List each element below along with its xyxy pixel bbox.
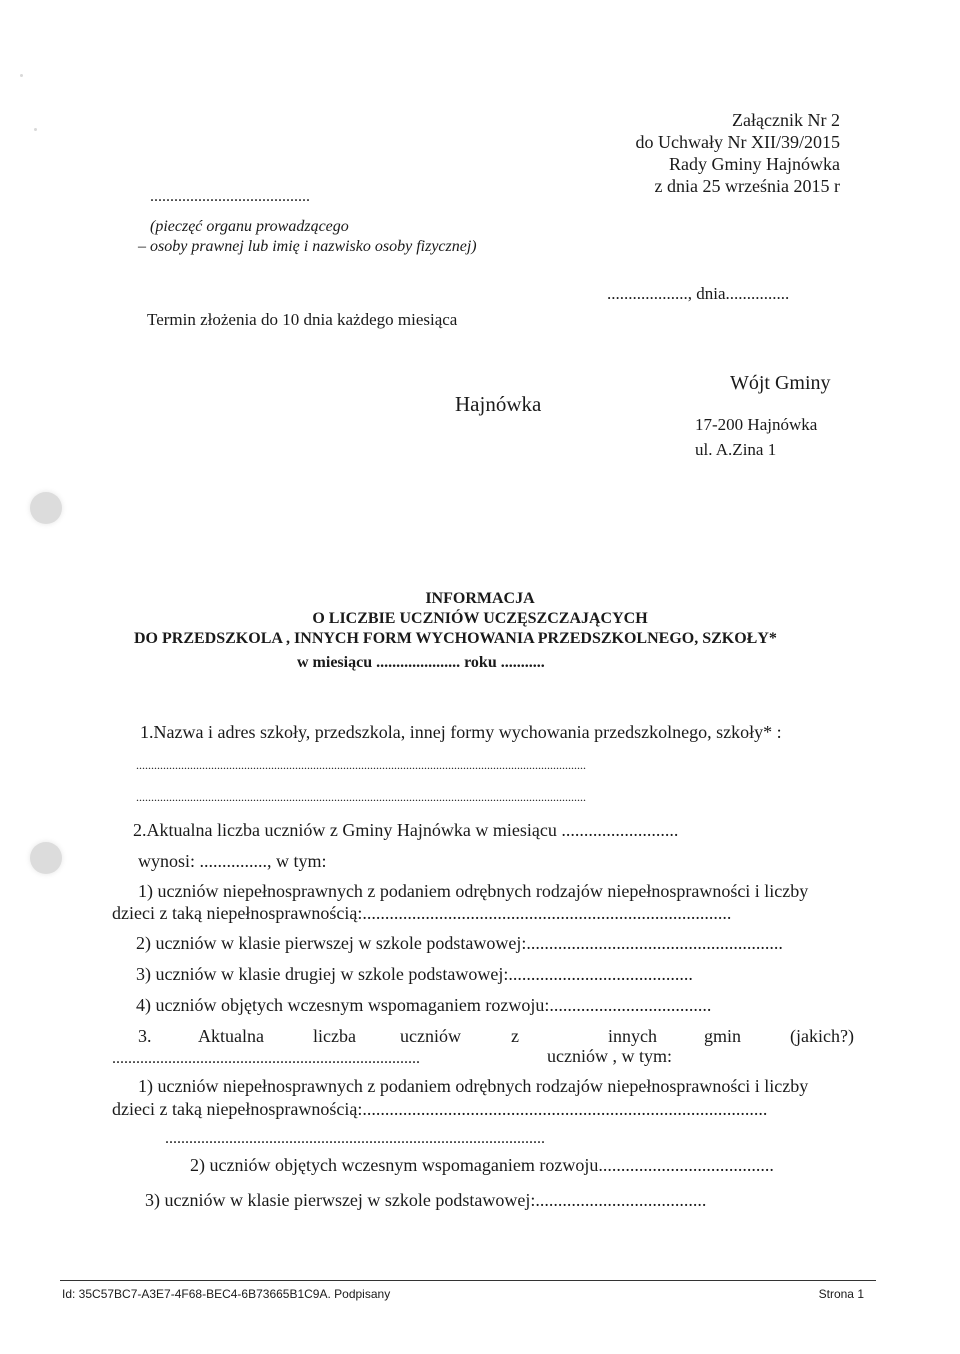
stamp-dots: ........................................	[150, 188, 310, 205]
doc-heading-1: INFORMACJA	[425, 590, 535, 607]
attachment-line: z dnia 25 września 2015 r	[654, 176, 840, 196]
attachment-line: do Uchwały Nr XII/39/2015	[635, 132, 840, 152]
section3-item-3: 3) uczniów w klasie pierwszej w szkole podstawowej:......................................	[145, 1190, 707, 1210]
doc-heading-4: w miesiącu ..................... roku ...........	[297, 654, 545, 671]
section3-word: (jakich?)	[790, 1026, 854, 1046]
section2-label: 2.Aktualna liczba uczniów z Gminy Hajnówka w miesiącu ..........................	[133, 820, 679, 840]
section2-item-3: 3) uczniów w klasie drugiej w szkole podstawowej:.........................................	[136, 964, 693, 984]
section1-label: 1.Nazwa i adres szkoły, przedszkola, innej formy wychowania przedszkolnego, szkoły* :	[140, 722, 782, 742]
recipient-title: Wójt Gminy	[730, 372, 831, 394]
section2-total: wynosi: ..............., w tym:	[138, 851, 327, 871]
section2-item-1: 1) uczniów niepełnosprawnych z podaniem odrębnych rodzajów niepełnosprawności i liczby	[138, 881, 809, 901]
section2-item-2: 2) uczniów w klasie pierwszej w szkole podstawowej:.........................................................	[136, 933, 783, 953]
section3-line-tail: uczniów , w tym:	[547, 1046, 672, 1066]
section3-word: liczba	[313, 1026, 356, 1046]
section2-item-4: 4) uczniów objętych wczesnym wspomaganiem rozwoju:....................................	[136, 995, 712, 1015]
section1-fill-line: ......................................................................................................................................................	[136, 790, 586, 804]
section3-word: gmin	[704, 1026, 742, 1046]
section3-word: uczniów	[400, 1026, 461, 1046]
section1-fill-line: ......................................................................................................................................................	[136, 758, 586, 772]
recipient-postcode: 17-200 Hajnówka	[695, 415, 818, 434]
section3-word: innych	[608, 1026, 657, 1046]
footer-rule	[60, 1280, 876, 1281]
section3-num: 3.	[138, 1026, 152, 1046]
section3-item-2: 2) uczniów objętych wczesnym wspomaganiem rozwoju.......................................	[190, 1155, 774, 1175]
section3-item-1: 1) uczniów niepełnosprawnych z podaniem odrębnych rodzajów niepełnosprawności i liczby	[138, 1076, 809, 1096]
punch-hole	[30, 492, 62, 524]
doc-heading-2: O LICZBIE UCZNIÓW UCZĘSZCZAJĄCYCH	[312, 610, 648, 627]
document-id: Id: 35C57BC7-A3E7-4F68-BEC4-6B73665B1C9A. Podpisany	[62, 1287, 391, 1301]
city-left: Hajnówka	[455, 392, 542, 416]
deadline-text: Termin złożenia do 10 dnia każdego miesiąca	[147, 310, 458, 329]
punch-hole	[30, 842, 62, 874]
recipient-street: ul. A.Zina 1	[695, 440, 777, 459]
section3-word: Aktualna	[198, 1026, 264, 1046]
section3-word: z	[511, 1026, 519, 1046]
scan-speck	[34, 128, 37, 131]
attachment-line: Rady Gminy Hajnówka	[669, 154, 840, 174]
stamp-caption: (pieczęć organu prowadzącego	[150, 218, 349, 235]
scan-speck	[20, 74, 23, 77]
section3-item-1-cont: dzieci z taką niepełnosprawnością:..........................................................................................	[112, 1099, 768, 1119]
attachment-line: Załącznik Nr 2	[732, 110, 840, 130]
section3-fill-line: ...............................................................................................	[165, 1130, 545, 1147]
section3-fill-line: .............................................................................	[112, 1050, 420, 1067]
stamp-caption: – osoby prawnej lub imię i nazwisko osoby fizycznej)	[138, 238, 477, 255]
section2-item-1-cont: dzieci z taką niepełnosprawnością:..................................................................................	[112, 903, 732, 923]
page-number: Strona 1	[818, 1287, 864, 1301]
date-line: ..................., dnia...............	[607, 284, 790, 303]
doc-heading-3: DO PRZEDSZKOLA , INNYCH FORM WYCHOWANIA PRZEDSZKOLNEGO, SZKOŁY*	[134, 630, 777, 647]
